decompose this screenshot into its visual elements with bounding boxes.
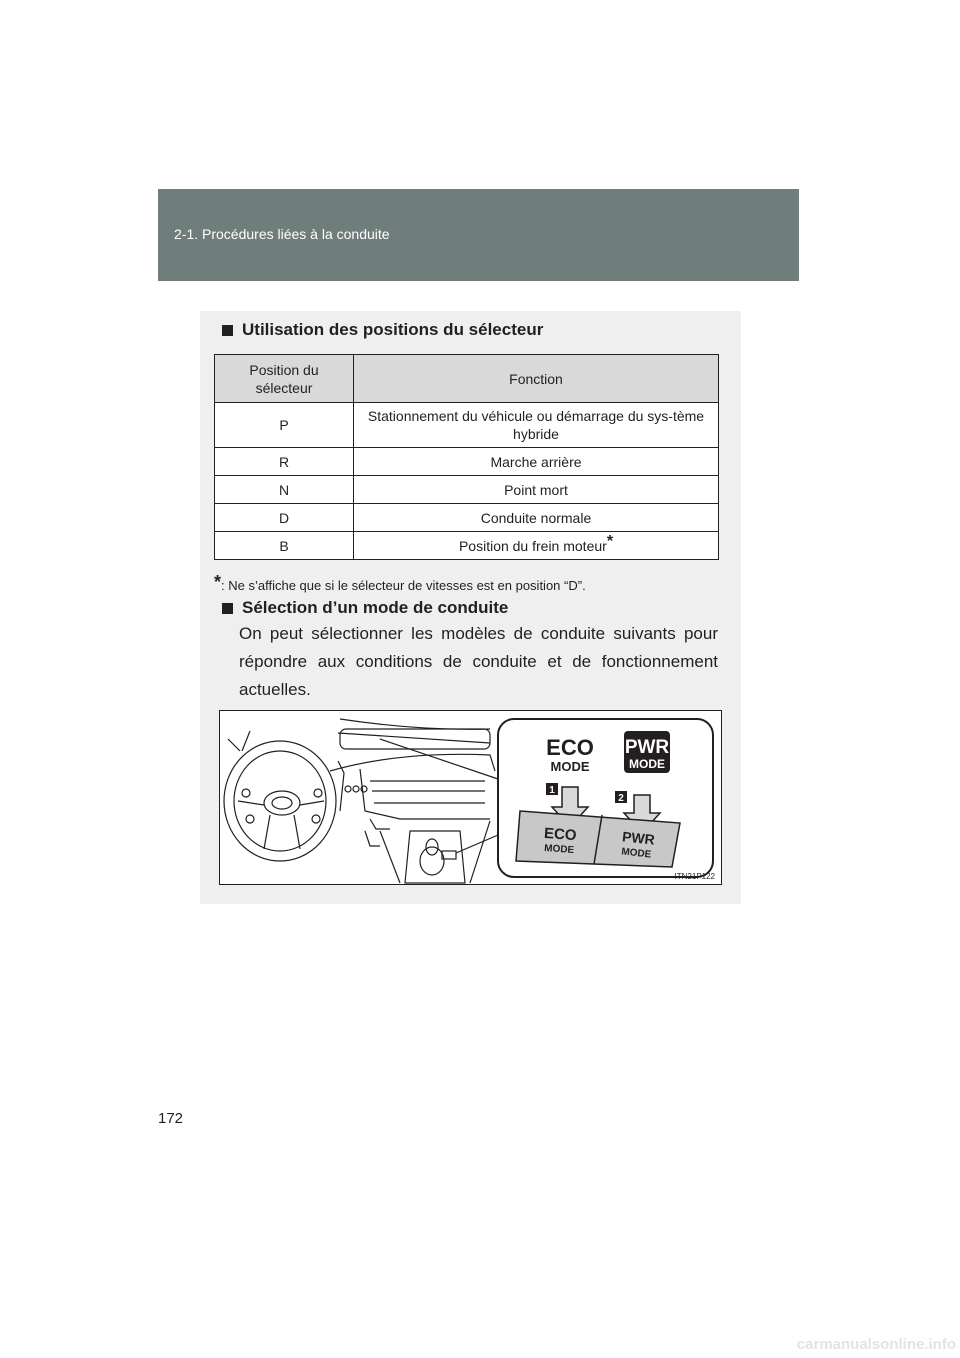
- table-header-function: Fonction: [354, 355, 719, 403]
- eco-switch-top-text: ECO: [543, 824, 578, 845]
- cell-function: Marche arrière: [354, 448, 719, 476]
- cell-function: [354, 532, 719, 560]
- chapter-section-title: 2-1. Procédures liées à la conduite: [174, 226, 390, 242]
- footnote-asterisk-marker: *: [214, 572, 222, 592]
- table-row: [215, 476, 719, 504]
- cell-position: B: [215, 532, 354, 560]
- eco-mode-indicator-icon: [546, 735, 594, 774]
- square-bullet-icon: [222, 603, 233, 614]
- cell-function: Stationnement du véhicule ou démarrage du sys-tème hybride: [354, 403, 719, 448]
- callout-2-text: 2: [618, 793, 624, 804]
- eco-switch-bottom-text: MODE: [543, 842, 575, 857]
- footnote-text: : Ne s’affiche que si le sélecteur de vitesses est en position “D”.: [221, 578, 586, 593]
- selector-positions-table: [214, 354, 719, 560]
- pwr-mode-indicator-icon: [624, 731, 670, 773]
- callout-2-icon: [615, 791, 627, 804]
- table-header-position: Position du sélecteur: [215, 355, 354, 403]
- watermark-text: carmanualsonline.info: [796, 1336, 956, 1353]
- footnote-asterisk: *: [606, 532, 614, 550]
- callout-1-text: 1: [549, 785, 555, 796]
- drive-mode-description: On peut sélectionner les modèles de conduite suivants pour répondre aux conditions de conduite et de fonctionnement actuelles.: [239, 624, 718, 699]
- cell-position: N: [215, 476, 354, 504]
- pwr-switch-bottom-text: MODE: [620, 846, 652, 861]
- callout-1-icon: [546, 783, 558, 796]
- eco-pwr-mode-illustration: [219, 710, 722, 885]
- cell-position: R: [215, 448, 354, 476]
- watermark-logo: [771, 1333, 957, 1355]
- cell-function: Point mort: [354, 476, 719, 504]
- eco-indicator-top-text: ECO: [546, 735, 594, 760]
- cell-function-text: Position du frein moteur: [458, 537, 607, 554]
- table-row: [215, 504, 719, 532]
- table-row: [215, 403, 719, 448]
- table-row: [215, 532, 719, 560]
- table-row: [215, 448, 719, 476]
- section-heading-text: Utilisation des positions du sélecteur: [242, 320, 544, 339]
- cell-function: Conduite normale: [354, 504, 719, 532]
- pwr-indicator-top-text: PWR: [624, 737, 670, 758]
- cell-position: D: [215, 504, 354, 532]
- section-heading-selector-positions: [222, 320, 543, 340]
- page-number: 172: [158, 1110, 184, 1127]
- callout-connector-lines: [380, 739, 498, 853]
- eco-mode-switch: [544, 825, 578, 856]
- pwr-indicator-bottom-text: MODE: [629, 757, 665, 771]
- section-heading-drive-mode: [222, 598, 508, 618]
- eco-indicator-bottom-text: MODE: [550, 759, 590, 774]
- figure-id: ITN21P122: [674, 872, 715, 881]
- table-footnote: [214, 572, 586, 593]
- cell-position: P: [215, 403, 354, 448]
- dashboard-drawing: [224, 719, 495, 883]
- pwr-mode-switch: [621, 828, 656, 860]
- square-bullet-icon: [222, 325, 233, 336]
- pwr-switch-top-text: PWR: [621, 828, 656, 848]
- section-heading-text: Sélection d’un mode de conduite: [242, 598, 509, 617]
